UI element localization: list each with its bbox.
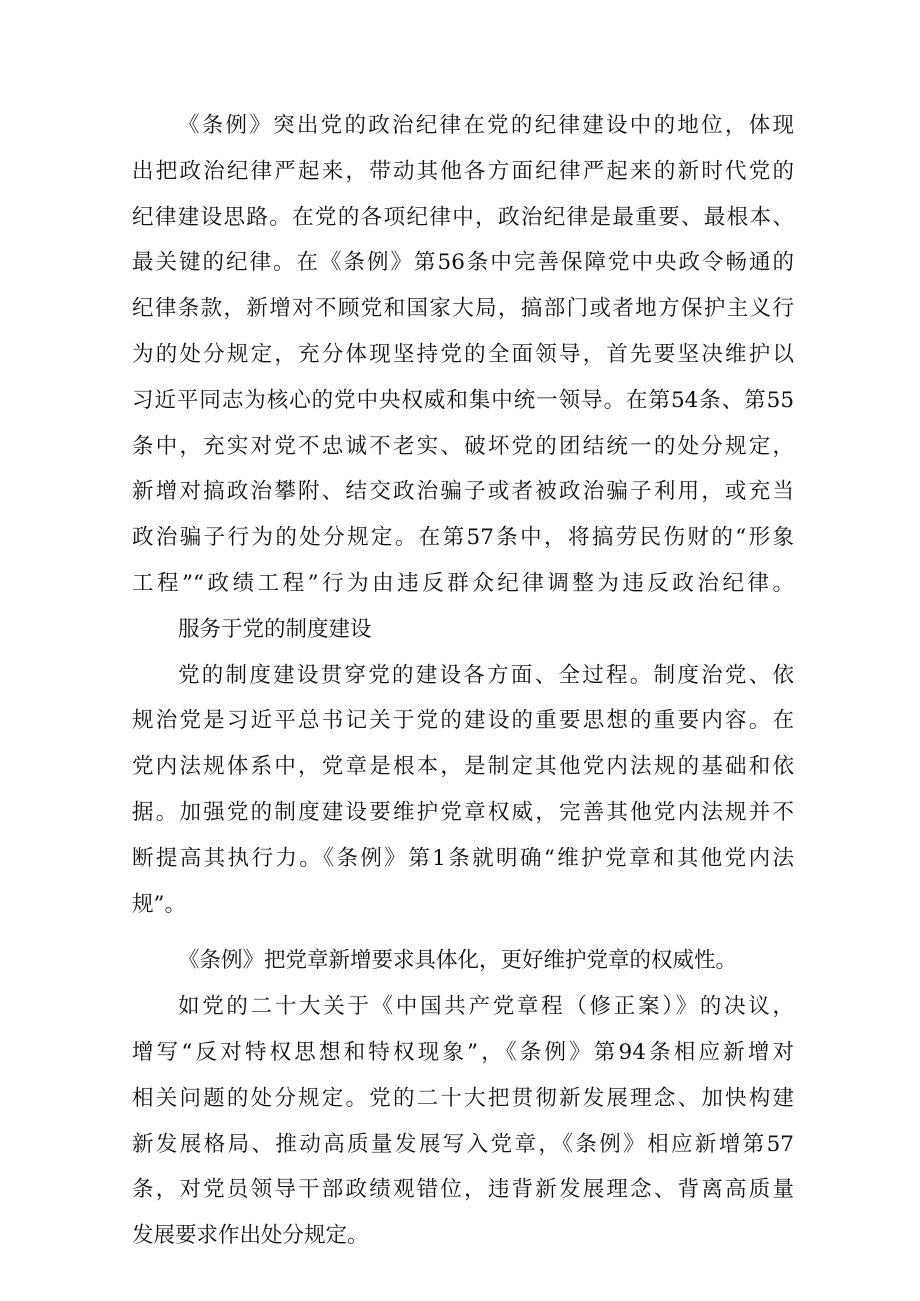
paragraph-1-line-9: 新增对搞政治攀附、结交政治骗子或者被政治骗子利用，或充当 xyxy=(132,479,794,505)
paragraph-1-line-5: 纪律条款，新增对不顾党和国家大局，搞部门或者地方保护主义行 xyxy=(132,296,794,322)
paragraph-1-line-4: 最关键的纪律。在《条例》第56条中完善保障党中央政令畅通的 xyxy=(132,250,794,276)
paragraph-1-line-8: 条中，充实对党不忠诚不老实、破坏党的团结统一的处分规定， xyxy=(132,433,794,459)
paragraph-2-line-6: 规”。 xyxy=(132,891,186,917)
document-body xyxy=(132,103,794,1259)
paragraph-4-line-4: 新发展格局、推动高质量发展写入党章，《条例》相应新增第57 xyxy=(132,1131,794,1157)
paragraph-1-line-10: 政治骗子行为的处分规定。在第57条中，将搞劳民伤财的“形象 xyxy=(132,525,794,551)
paragraph-gap xyxy=(132,927,794,938)
paragraph-3-line-1: 《条例》把党章新增要求具体化，更好维护党章的权威性。 xyxy=(178,948,738,974)
paragraph-4-line-5: 条，对党员领导干部政绩观错位，违背新发展理念、背离高质量 xyxy=(132,1177,794,1203)
paragraph-1-line-3: 纪律建设思路。在党的各项纪律中，政治纪律是最重要、最根本、 xyxy=(132,204,794,230)
paragraph-4-line-6: 发展要求作出处分规定。 xyxy=(132,1223,369,1249)
section-heading: 服务于党的制度建设 xyxy=(178,616,372,642)
paragraph-1-line-1: 《条例》突出党的政治纪律在党的纪律建设中的地位，体现 xyxy=(178,113,794,138)
paragraph-4-line-3: 相关问题的处分规定。党的二十大把贯彻新发展理念、加快构建 xyxy=(132,1085,794,1111)
paragraph-1-line-6: 为的处分规定，充分体现坚持党的全面领导，首先要坚决维护以 xyxy=(132,341,794,367)
paragraph-1-line-11: 工程”“政绩工程”行为由违反群众纪律调整为违反政治纪律。 xyxy=(132,570,794,596)
paragraph-2-line-4: 据。加强党的制度建设要维护党章权威，完善其他党内法规并不 xyxy=(132,799,794,825)
paragraph-2-line-1: 党的制度建设贯穿党的建设各方面、全过程。制度治党、依 xyxy=(178,662,794,688)
paragraph-2-line-2: 规治党是习近平总书记关于党的建设的重要思想的重要内容。在 xyxy=(132,708,794,734)
paragraph-1-line-2: 出把政治纪律严起来，带动其他各方面纪律严起来的新时代党的 xyxy=(132,158,794,184)
paragraph-1-line-7: 习近平同志为核心的党中央权威和集中统一领导。在第54条、第55 xyxy=(132,387,794,413)
paragraph-2-line-3: 党内法规体系中，党章是根本，是制定其他党内法规的基础和依 xyxy=(132,754,794,780)
paragraph-4-line-1: 如党的二十大关于《中国共产党章程（修正案）》的决议， xyxy=(178,994,794,1020)
paragraph-4-line-2: 增写“反对特权思想和特权现象”，《条例》第94条相应新增对 xyxy=(132,1039,794,1065)
paragraph-2-line-5: 断提高其执行力。《条例》第1条就明确“维护党章和其他党内法 xyxy=(132,845,794,871)
